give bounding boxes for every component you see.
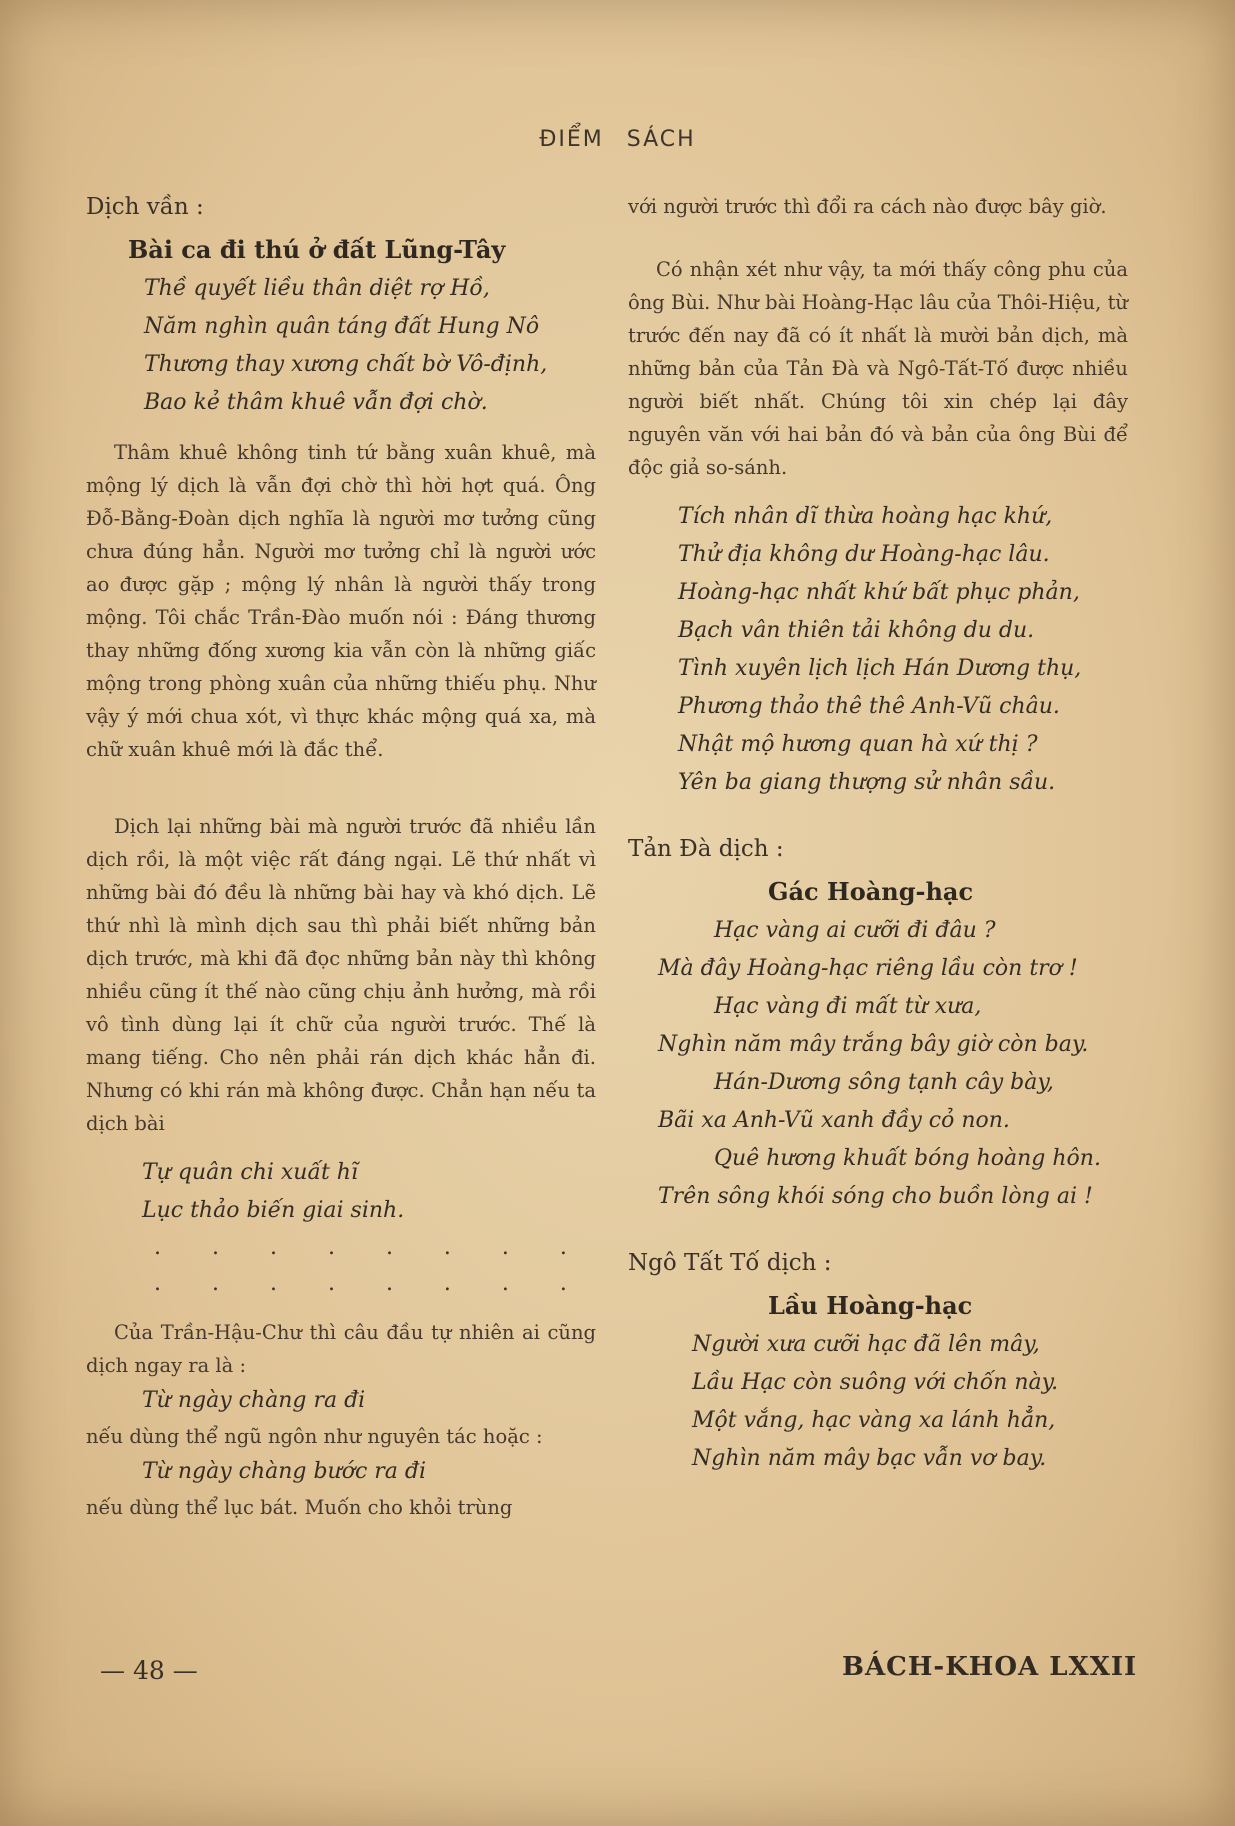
verse-line: Bãi xa Anh-Vũ xanh đầy cỏ non. [658, 1108, 1010, 1133]
verse-line: Lục thảo biến giai sinh. [142, 1198, 405, 1223]
verse-line: Thề quyết liều thân diệt rợ Hồ, [144, 276, 490, 301]
poem-title-gac-hoang-hac: Gác Hoàng-hạc [768, 877, 974, 906]
verse-line: Một vắng, hạc vàng xa lánh hẳn, [692, 1408, 1056, 1433]
verse-line: Thương thay xương chất bờ Vô-định, [144, 352, 548, 377]
quote-tu-ngay-buoc: Từ ngày chàng bước ra đi [142, 1459, 427, 1484]
verse-line: Hoàng-hạc nhất khứ bất phục phản, [678, 580, 1080, 605]
verse-line: Yên ba giang thượng sử nhân sầu. [678, 770, 1056, 795]
verse-line: Quê hương khuất bóng hoàng hôn. [714, 1146, 1101, 1171]
section-header: ĐIỂM SÁCH [539, 127, 696, 152]
label-tan-da: Tản Đà dịch : [628, 836, 784, 862]
paragraph-luc-bat: nếu dùng thể lục bát. Muốn cho khỏi trùng [86, 1496, 513, 1519]
verse-line: Người xưa cưỡi hạc đã lên mây, [692, 1332, 1040, 1357]
paragraph-tham-khue: Thâm khuê không tinh tứ bằng xuân khuê, mà mộng lý dịch là vẫn đợi chờ thì hời hợt quá. Ông Đỗ-Bằng-Đoàn dịch nghĩa là người mơ tưởng cũng chưa đúng hẳn. Người mơ tưởng chỉ là người ước ao được gặp ; mộng lý nhân là người thấy trong mộng. Tôi chắc Trần-Đào muốn nói : Đáng thương thay những đống xương kia vẫn còn là những giấc mộng trong phòng xuân của những thiếu phụ. Như vậy ý mới chua xót, vì thực khác mộng quá xa, mà chữ xuân khuê mới là đắc thể. [86, 441, 596, 761]
verse-line: Năm nghìn quân táng đất Hung Nô [144, 314, 540, 339]
paragraph-cong-phu: Có nhận xét như vậy, ta mới thấy công phu của ông Bùi. Như bài Hoàng-Hạc lâu của Thôi-Hiệu, từ trước đến nay đã có ít nhất là mười bản dịch, mà những bản của Tản Đà và Ngô-Tất-Tố được nhiều người biết nhất. Chúng tôi xin chép lại đây nguyên văn với hai bản đó và bản của ông Bùi để độc giả so-sánh. [628, 258, 1128, 479]
paragraph-dich-lai: Dịch lại những bài mà người trước đã nhiều lần dịch rồi, là một việc rất đáng ngại. Lẽ thứ nhất vì những bài đó đều là những bài hay và khó dịch. Lẽ thứ nhì là mình dịch sau thì phải biết những bản dịch trước, mà khi đã đọc những bản này thì không nhiều cũng ít thế nào cũng chịu ảnh hưởng, mà rồi vô tình dùng lại ít chữ của người trước. Thế là mang tiếng. Cho nên phải rán dịch khác hẳn đi. Nhưng có khi rán mà không được. Chẳn hạn nếu ta dịch bài [86, 815, 596, 1135]
verse-line: Phương thảo thê thê Anh-Vũ châu. [678, 694, 1060, 719]
left-column [86, 190, 596, 1524]
verse-line: Trên sông khói sóng cho buồn lòng ai ! [658, 1184, 1093, 1209]
paragraph-ngu-ngon: nếu dùng thể ngũ ngôn như nguyên tác hoặc : [86, 1425, 543, 1448]
verse-line: Mà đây Hoàng-hạc riêng lầu còn trơ ! [658, 956, 1078, 981]
verse-line: Hạc vàng đi mất từ xưa, [714, 994, 982, 1019]
poem-hoang-hac-original [628, 498, 1128, 802]
ellipsis-row: . . . . . . . . [154, 1271, 589, 1296]
poem-lung-tay [86, 270, 596, 422]
verse-line: Nghìn năm mây trắng bây giờ còn bay. [658, 1032, 1089, 1057]
right-column [628, 190, 1128, 1478]
label-dich-van: Dịch vần : [86, 194, 204, 220]
verse-line: Bạch vân thiên tải không du du. [678, 618, 1035, 643]
verse-line: Tình xuyên lịch lịch Hán Dương thụ, [678, 656, 1082, 681]
poem-ngo-tat-to [628, 1326, 1128, 1478]
label-ngo-tat-to: Ngô Tất Tố dịch : [628, 1250, 832, 1276]
verse-line: Hán-Dương sông tạnh cây bày, [714, 1070, 1054, 1095]
verse-line: Nhật mộ hương quan hà xứ thị ? [678, 732, 1038, 757]
quote-tu-ngay: Từ ngày chàng ra đi [142, 1388, 366, 1413]
paragraph-tran-hau-chu: Của Trần-Hậu-Chư thì câu đầu tự nhiên ai cũng dịch ngay ra là : [86, 1321, 596, 1377]
verse-line: Tự quân chi xuất hĩ [142, 1160, 358, 1185]
journal-name: BÁCH-KHOA LXXII [842, 1652, 1138, 1682]
verse-line: Bao kẻ thâm khuê vẫn đợi chờ. [144, 390, 488, 415]
verse-line: Nghìn năm mây bạc vẫn vơ bay. [692, 1446, 1047, 1471]
verse-line: Tích nhân dĩ thừa hoàng hạc khứ, [678, 504, 1053, 529]
poem-title-lung-tay: Bài ca đi thú ở đất Lũng-Tây [128, 235, 506, 264]
ellipsis-row: . . . . . . . . [154, 1235, 589, 1260]
verse-line: Hạc vàng ai cưỡi đi đâu ? [714, 918, 996, 943]
verse-line: Lầu Hạc còn suông với chốn này. [692, 1370, 1059, 1395]
poem-tan-da [628, 912, 1128, 1216]
poem-title-lau-hoang-hac: Lầu Hoàng-hạc [768, 1291, 973, 1320]
paragraph-voi-nguoi-truoc: với người trước thì đổi ra cách nào được bây giờ. [628, 195, 1107, 218]
verse-line: Thử địa không dư Hoàng-hạc lâu. [678, 542, 1050, 567]
page-number: — 48 — [100, 1656, 198, 1685]
quote-tu-quan [86, 1154, 596, 1230]
